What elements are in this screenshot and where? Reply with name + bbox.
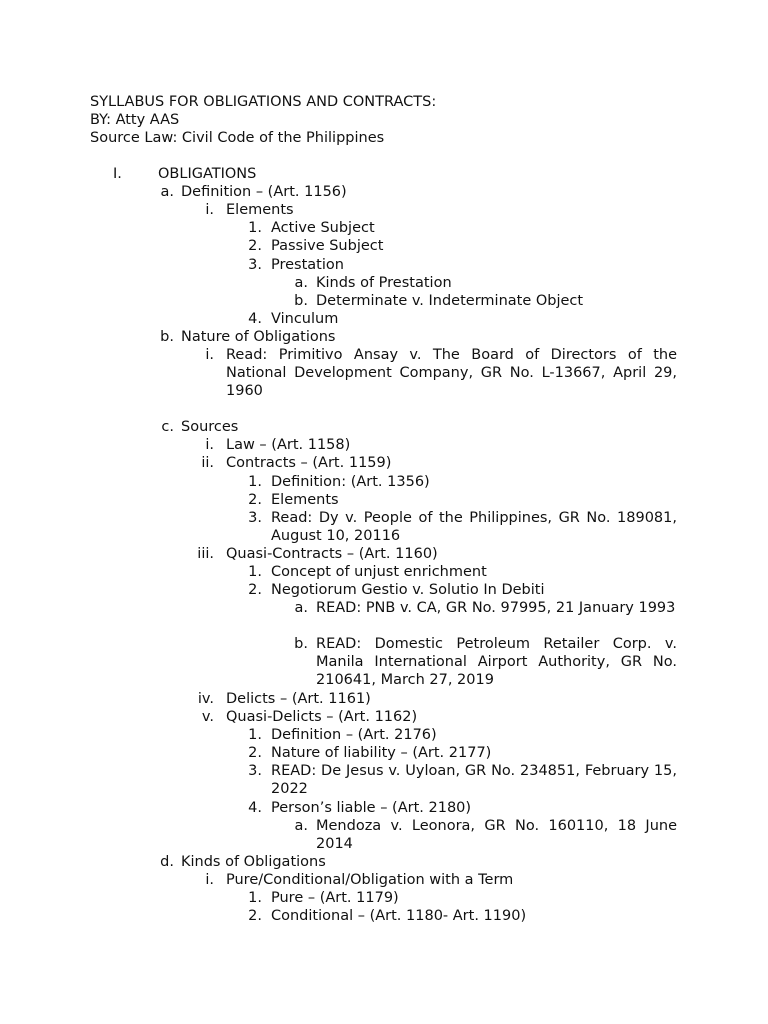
item-marker: d.	[160, 854, 174, 870]
item-marker: 1.	[248, 727, 262, 743]
item-text: READ: PNB v. CA, GR No. 97995, 21 January 1993	[316, 600, 676, 616]
item-marker: 1.	[248, 220, 262, 236]
item-text: Passive Subject	[271, 238, 384, 254]
item-text: Quasi-Contracts – (Art. 1160)	[226, 546, 438, 562]
item-marker: i.	[205, 872, 214, 888]
item-marker: 1.	[248, 564, 262, 580]
syllabus-title: SYLLABUS FOR OBLIGATIONS AND CONTRACTS:	[90, 94, 437, 110]
item-marker: 3.	[248, 257, 262, 273]
item-text: Elements	[271, 492, 339, 508]
item-marker: i.	[205, 347, 214, 363]
item-text: Definition – (Art. 2176)	[271, 727, 437, 743]
item-marker: a.	[160, 184, 174, 200]
item-marker: 1.	[248, 890, 262, 906]
item-text: Pure – (Art. 1179)	[271, 890, 399, 906]
item-text: READ: De Jesus v. Uyloan, GR No. 234851, February 15, 2022	[271, 763, 677, 798]
item-marker: 2.	[248, 492, 262, 508]
item-text: Read: Dy v. People of the Philippines, GR No. 189081, August 10, 20116	[271, 510, 677, 545]
item-text: Prestation	[271, 257, 344, 273]
source-law-line: Source Law: Civil Code of the Philippines	[90, 130, 385, 146]
item-marker: ii.	[201, 455, 214, 471]
item-marker: b.	[294, 293, 308, 309]
item-marker: v.	[201, 709, 214, 725]
item-marker: iii.	[197, 546, 214, 562]
item-marker: 4.	[248, 800, 262, 816]
item-marker: a.	[294, 600, 308, 616]
item-text: OBLIGATIONS	[158, 166, 257, 182]
item-text: Mendoza v. Leonora, GR No. 160110, 18 June 2014	[316, 818, 677, 853]
item-text: Person’s liable – (Art. 2180)	[271, 800, 472, 816]
item-text: Read: Primitivo Ansay v. The Board of Directors of the National Development Company, GR No. L-13667, April 29, 1960	[226, 347, 677, 400]
item-marker: i.	[205, 437, 214, 453]
item-marker: a.	[294, 818, 308, 834]
item-marker: I.	[113, 166, 122, 182]
author-line: BY: Atty AAS	[90, 112, 180, 128]
item-marker: b.	[160, 329, 174, 345]
item-text: Law – (Art. 1158)	[226, 437, 351, 453]
item-text: Active Subject	[271, 220, 375, 236]
item-text: Sources	[181, 419, 239, 435]
item-marker: 2.	[248, 238, 262, 254]
item-marker: 4.	[248, 311, 262, 327]
item-text: Delicts – (Art. 1161)	[226, 691, 371, 707]
item-text: Kinds of Obligations	[181, 854, 326, 870]
item-text: Definition: (Art. 1356)	[271, 474, 430, 490]
item-text: Elements	[226, 202, 294, 218]
item-marker: iv.	[197, 691, 214, 707]
item-text: Negotiorum Gestio v. Solutio In Debiti	[271, 582, 545, 598]
item-text: Quasi-Delicts – (Art. 1162)	[226, 709, 418, 725]
item-text: Pure/Conditional/Obligation with a Term	[226, 872, 514, 888]
item-text: Conditional – (Art. 1180- Art. 1190)	[271, 908, 527, 924]
item-marker: i.	[205, 202, 214, 218]
item-marker: 3.	[248, 763, 262, 779]
item-marker: 2.	[248, 908, 262, 924]
item-marker: a.	[294, 275, 308, 291]
item-text: Kinds of Prestation	[316, 275, 452, 291]
item-text: Contracts – (Art. 1159)	[226, 455, 392, 471]
item-text: Definition – (Art. 1156)	[181, 184, 347, 200]
item-text: Vinculum	[271, 311, 339, 327]
item-marker: 2.	[248, 582, 262, 598]
item-marker: 3.	[248, 510, 262, 526]
item-text: Nature of liability – (Art. 2177)	[271, 745, 492, 761]
item-marker: 1.	[248, 474, 262, 490]
item-text: Determinate v. Indeterminate Object	[316, 293, 584, 309]
item-text: READ: Domestic Petroleum Retailer Corp. v. Manila International Airport Authority, GR No. 210641, March 27, 2019	[316, 636, 677, 689]
item-marker: 2.	[248, 745, 262, 761]
item-marker: b.	[294, 636, 308, 652]
item-text: Nature of Obligations	[181, 329, 336, 345]
item-marker: c.	[161, 419, 174, 435]
item-text: Concept of unjust enrichment	[271, 564, 487, 580]
